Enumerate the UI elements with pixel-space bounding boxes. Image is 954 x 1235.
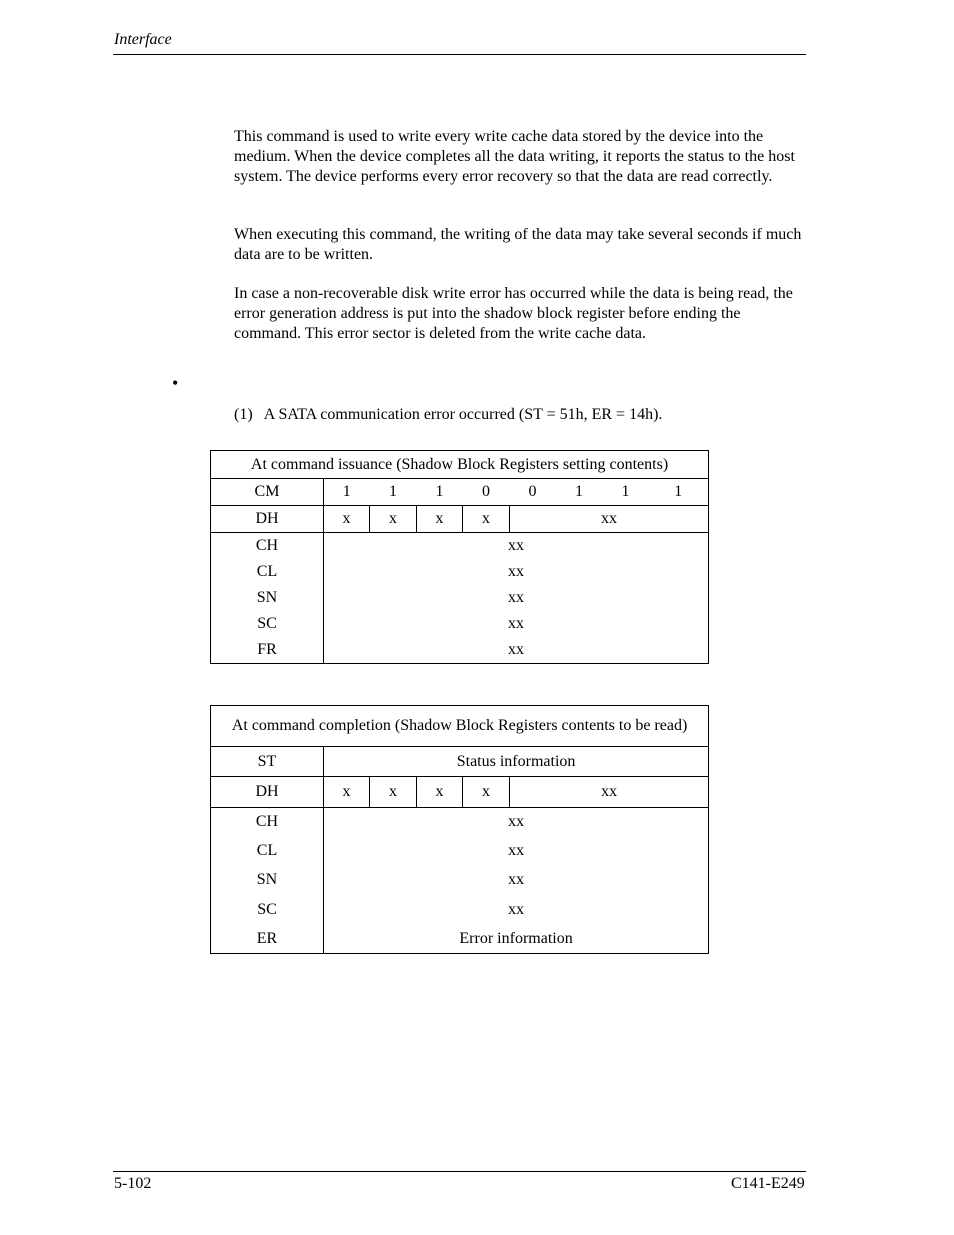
dh-label: DH bbox=[211, 777, 324, 808]
register-label: CL bbox=[211, 559, 324, 585]
register-label: ER bbox=[211, 925, 324, 954]
table1-caption: At command issuance (Shadow Block Registers setting contents) bbox=[211, 451, 709, 479]
cm-bit: 1 bbox=[649, 479, 709, 506]
register-label: SC bbox=[211, 611, 324, 637]
register-value: xx bbox=[324, 837, 709, 866]
register-label: SC bbox=[211, 895, 324, 925]
dh-bit: x bbox=[324, 777, 370, 808]
st-value: Status information bbox=[324, 747, 709, 777]
cm-bit: 1 bbox=[370, 479, 417, 506]
dh-bit: x bbox=[370, 506, 417, 533]
cm-label: CM bbox=[211, 479, 324, 506]
register-value: xx bbox=[324, 559, 709, 585]
register-value: xx bbox=[324, 611, 709, 637]
register-label: CH bbox=[211, 533, 324, 559]
dh-bit: x bbox=[463, 506, 510, 533]
subitem-label: (1) A SATA communication error occurred (ST = 51h, ER = 14h). bbox=[234, 406, 663, 423]
bullet-point: • bbox=[172, 373, 179, 393]
register-value: xx bbox=[324, 533, 709, 559]
issuance-register-table bbox=[210, 450, 709, 664]
paragraph-3: In case a non-recoverable disk write error has occurred while the data is being read, the error generation address is put into the shadow block register before ending the command. This error sector is deleted from the write cache data. bbox=[234, 285, 793, 342]
document-id: C141-E249 bbox=[731, 1175, 805, 1192]
register-label: SN bbox=[211, 585, 324, 611]
paragraph-1: This command is used to write every write cache data stored by the device into the medium. When the device completes all the data writing, it reports the status to the host system. The device performs every error recovery so that the data are read correctly. bbox=[234, 128, 795, 185]
footer-rule bbox=[113, 1171, 806, 1172]
cm-bit: 1 bbox=[603, 479, 649, 506]
dh-bit: x bbox=[324, 506, 370, 533]
register-value: xx bbox=[324, 866, 709, 895]
register-value: xx bbox=[324, 637, 709, 664]
cm-bit: 1 bbox=[417, 479, 463, 506]
paragraph-2: When executing this command, the writing of the data may take several seconds if much data are to be written. bbox=[234, 226, 802, 263]
register-value: xx bbox=[324, 808, 709, 837]
dh-bit: x bbox=[417, 506, 463, 533]
cm-bit: 0 bbox=[463, 479, 510, 506]
register-value: xx bbox=[324, 895, 709, 925]
cm-bit: 0 bbox=[510, 479, 556, 506]
dh-value: xx bbox=[510, 777, 709, 808]
page-number: 5-102 bbox=[114, 1175, 152, 1192]
header-title: Interface bbox=[114, 31, 172, 48]
header-rule bbox=[113, 54, 806, 55]
dh-bit: x bbox=[463, 777, 510, 808]
dh-label: DH bbox=[211, 506, 324, 533]
completion-register-table bbox=[210, 705, 709, 954]
register-value: Error information bbox=[324, 925, 709, 954]
dh-bit: x bbox=[370, 777, 417, 808]
register-value: xx bbox=[324, 585, 709, 611]
dh-value: xx bbox=[510, 506, 709, 533]
register-label: FR bbox=[211, 637, 324, 664]
dh-bit: x bbox=[417, 777, 463, 808]
st-label: ST bbox=[211, 747, 324, 777]
register-label: CL bbox=[211, 837, 324, 866]
cm-bit: 1 bbox=[324, 479, 370, 506]
register-label: CH bbox=[211, 808, 324, 837]
cm-bit: 1 bbox=[556, 479, 603, 506]
register-label: SN bbox=[211, 866, 324, 895]
table2-caption: At command completion (Shadow Block Registers contents to be read) bbox=[211, 706, 709, 747]
